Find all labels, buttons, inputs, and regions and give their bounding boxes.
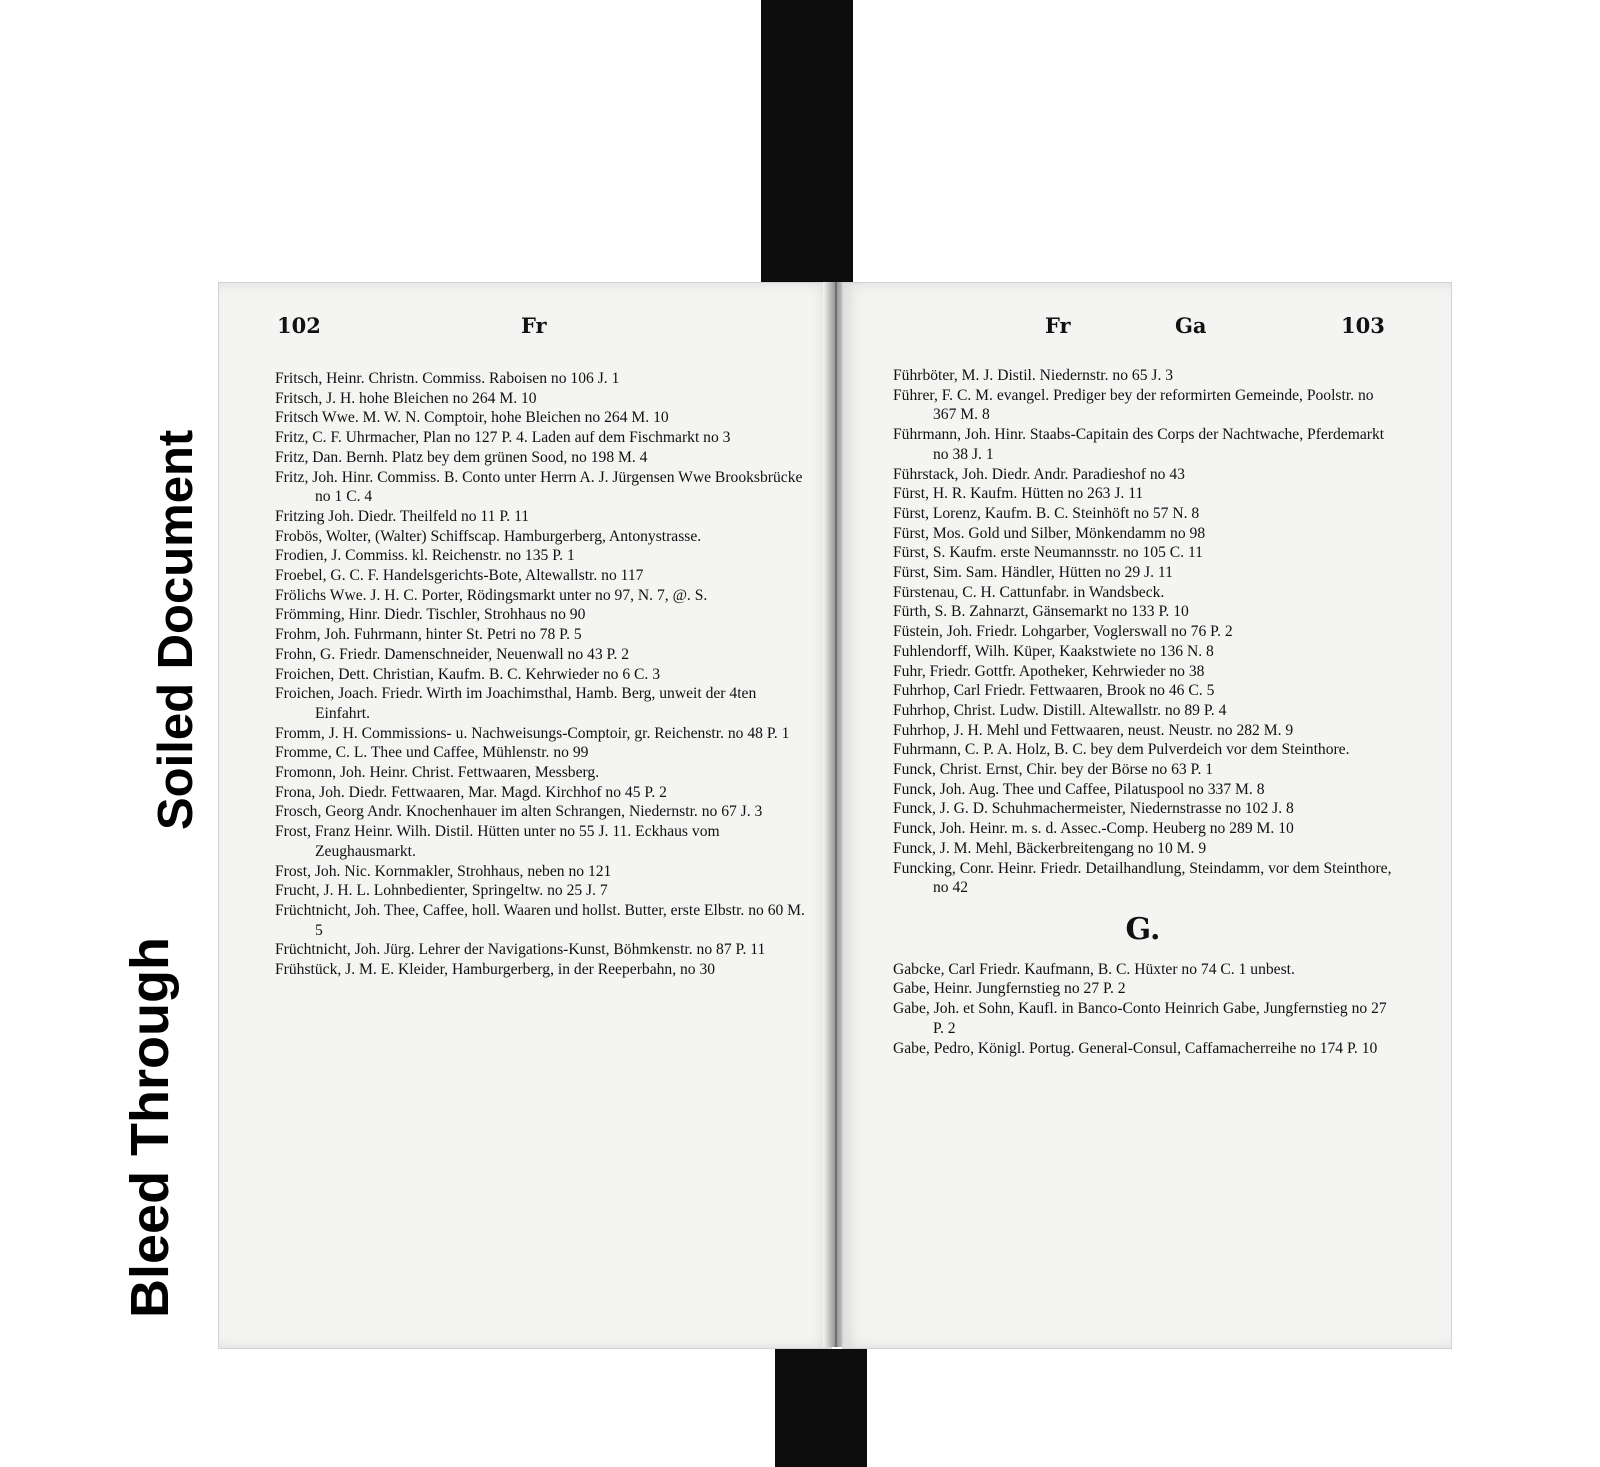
- directory-entry: Führmann, Joh. Hinr. Staabs-Capitain des Corps der Nachtwache, Pferdemarkt no 38 J. 1: [893, 426, 1385, 463]
- directory-entry: Frost, Joh. Nic. Kornmakler, Strohhaus, neben no 121: [275, 862, 612, 880]
- directory-entry: Fuhrmann, C. P. A. Holz, B. C. bey dem Pulverdeich vor dem Steinthore.: [893, 741, 1350, 759]
- directory-entry: Gabe, Joh. et Sohn, Kaufl. in Banco-Conto Heinrich Gabe, Jungfernstieg no 27 P. 2: [893, 1000, 1387, 1037]
- right-page: [842, 282, 1452, 1349]
- directory-entry: Gabcke, Carl Friedr. Kaufmann, B. C. Hüxter no 74 C. 1 unbest.: [893, 960, 1295, 978]
- directory-entry: Fuhlendorff, Wilh. Küper, Kaakstwiete no 136 N. 8: [893, 642, 1214, 660]
- right-running-head-ga: Ga: [1175, 313, 1207, 338]
- directory-entry: Fürth, S. B. Zahnarzt, Gänsemarkt no 133 P. 10: [893, 603, 1189, 621]
- directory-entry: Fuhrhop, J. H. Mehl und Fettwaaren, neust. Neustr. no 282 M. 9: [893, 721, 1294, 739]
- directory-entry: Fürstenau, C. H. Cattunfabr. in Wandsbeck.: [893, 583, 1165, 601]
- directory-entry: Fritzing Joh. Diedr. Theilfeld no 11 P. 11: [275, 507, 530, 525]
- directory-entry: Fromonn, Joh. Heinr. Christ. Fettwaaren, Messberg.: [275, 764, 600, 782]
- directory-entry: Fritsch, J. H. hohe Bleichen no 264 M. 10: [275, 389, 537, 407]
- directory-entry: Gabe, Heinr. Jungfernstieg no 27 P. 2: [893, 980, 1126, 998]
- directory-entry: Frona, Joh. Diedr. Fettwaaren, Mar. Magd. Kirchhof no 45 P. 2: [275, 783, 667, 801]
- left-running-head: Fr: [521, 313, 547, 338]
- directory-entry: Funck, Joh. Aug. Thee und Caffee, Pilatuspool no 337 M. 8: [893, 780, 1265, 798]
- directory-entry: Frost, Franz Heinr. Wilh. Distil. Hütten unter no 55 J. 11. Eckhaus vom Zeughausmarkt.: [275, 823, 720, 860]
- directory-entry: Früchtnicht, Joh. Jürg. Lehrer der Navigations-Kunst, Böhmkenstr. no 87 P. 11: [275, 941, 766, 959]
- directory-entry: Froichen, Dett. Christian, Kaufm. B. C. Kehrwieder no 6 C. 3: [275, 665, 661, 683]
- right-running-head-fr: Fr: [1045, 313, 1071, 338]
- directory-entry: Fritsch Wwe. M. W. N. Comptoir, hohe Bleichen no 264 M. 10: [275, 409, 669, 427]
- directory-entry: Führer, F. C. M. evangel. Prediger bey der reformirten Gemeinde, Poolstr. no 367 M. 8: [893, 386, 1374, 424]
- directory-entry: Fuhr, Friedr. Gottfr. Apotheker, Kehrwieder no 38: [893, 662, 1205, 680]
- soiled-document-label: Soiled Document: [149, 429, 203, 830]
- directory-entry: Funck, Christ. Ernst, Chir. bey der Börse no 63 P. 1: [893, 761, 1214, 779]
- left-page: [218, 282, 832, 1349]
- directory-entry: Führstack, Joh. Diedr. Andr. Paradieshof no 43: [893, 465, 1185, 483]
- directory-entry: Fritz, Joh. Hinr. Commiss. B. Conto unter Herrn A. J. Jürgensen Wwe Brooksbrücke no 1 C. 4: [275, 468, 803, 506]
- directory-entry: Frölichs Wwe. J. H. C. Porter, Rödingsmarkt unter no 97, N. 7, @. S.: [275, 586, 708, 604]
- directory-entry: Funck, Joh. Heinr. m. s. d. Assec.-Comp. Heuberg no 289 M. 10: [893, 820, 1294, 838]
- directory-entry: Frobös, Wolter, (Walter) Schiffscap. Hamburgerberg, Antonystrasse.: [275, 527, 702, 545]
- directory-entry: Fromm, J. H. Commissions- u. Nachweisungs-Comptoir, gr. Reichenstr. no 48 P. 1: [275, 724, 790, 742]
- directory-entry: Fromme, C. L. Thee und Caffee, Mühlenstr. no 99: [275, 744, 589, 762]
- directory-entry: Froebel, G. C. F. Handelsgerichts-Bote, Altewallstr. no 117: [275, 567, 644, 585]
- right-page-number: 103: [1341, 313, 1385, 338]
- directory-entry: Frucht, J. H. L. Lohnbedienter, Springeltw. no 25 J. 7: [275, 882, 608, 900]
- directory-entry: Fürst, Mos. Gold und Silber, Mönkendamm no 98: [893, 524, 1206, 542]
- directory-entry: Frohm, Joh. Fuhrmann, hinter St. Petri no 78 P. 5: [275, 626, 582, 644]
- directory-entry: Fritz, Dan. Bernh. Platz bey dem grünen Sood, no 198 M. 4: [275, 448, 648, 466]
- directory-entry: Funck, J. M. Mehl, Bäckerbreitengang no 10 M. 9: [893, 839, 1207, 857]
- directory-entry: Frosch, Georg Andr. Knochenhauer im alten Schrangen, Niedernstr. no 67 J. 3: [275, 803, 763, 821]
- directory-entry: Fritsch, Heinr. Christn. Commiss. Raboisen no 106 J. 1: [275, 370, 620, 387]
- directory-entry: Fritz, C. F. Uhrmacher, Plan no 127 P. 4. Laden auf dem Fischmarkt no 3: [275, 429, 731, 447]
- directory-entry: Führböter, M. J. Distil. Niedernstr. no 65 J. 3: [893, 367, 1174, 384]
- directory-entry: Frühstück, J. M. E. Kleider, Hamburgerberg, in der Reeperbahn, no 30: [275, 961, 716, 979]
- directory-entry: Froichen, Joach. Friedr. Wirth im Joachimsthal, Hamb. Berg, unweit der 4ten Einfahrt.: [275, 685, 757, 722]
- right-entries: [893, 366, 1393, 1058]
- left-entries: [275, 369, 805, 980]
- directory-entry: Fuhrhop, Carl Friedr. Fettwaaren, Brook no 46 C. 5: [893, 682, 1215, 700]
- section-letter-g: G.: [1125, 911, 1161, 947]
- directory-entry: Frohn, G. Friedr. Damenschneider, Neuenwall no 43 P. 2: [275, 645, 630, 663]
- bottom-binder-clip: [775, 1349, 867, 1467]
- top-binder-clip: [761, 0, 853, 296]
- directory-entry: Gabe, Pedro, Königl. Portug. General-Consul, Caffamacherreihe no 174 P. 10: [893, 1039, 1378, 1057]
- directory-entry: Funcking, Conr. Heinr. Friedr. Detailhandlung, Steindamm, vor dem Steinthore, no 42: [893, 859, 1392, 897]
- directory-entry: Fürst, H. R. Kaufm. Hütten no 263 J. 11: [893, 485, 1144, 503]
- directory-entry: Fürst, S. Kaufm. erste Neumannsstr. no 105 C. 11: [893, 544, 1203, 562]
- directory-entry: Fürst, Lorenz, Kaufm. B. C. Steinhöft no 57 N. 8: [893, 504, 1200, 522]
- directory-entry: Früchtnicht, Joh. Thee, Caffee, holl. Waaren und hollst. Butter, erste Elbstr. no 60 M. 5: [275, 901, 805, 939]
- directory-entry: Funck, J. G. D. Schuhmachermeister, Niedernstrasse no 102 J. 8: [893, 800, 1294, 818]
- open-book: [218, 282, 1450, 1347]
- directory-entry: Fürst, Sim. Sam. Händler, Hütten no 29 J. 11: [893, 564, 1173, 582]
- directory-entry: Frodien, J. Commiss. kl. Reichenstr. no 135 P. 1: [275, 547, 575, 565]
- bleed-through-label: Bleed Through: [120, 937, 180, 1318]
- directory-entry: Füstein, Joh. Friedr. Lohgarber, Voglerswall no 76 P. 2: [893, 623, 1233, 641]
- directory-entry: Fuhrhop, Christ. Ludw. Distill. Altewallstr. no 89 P. 4: [893, 701, 1227, 719]
- left-page-number: 102: [277, 313, 321, 338]
- directory-entry: Frömming, Hinr. Diedr. Tischler, Strohhaus no 90: [275, 606, 586, 624]
